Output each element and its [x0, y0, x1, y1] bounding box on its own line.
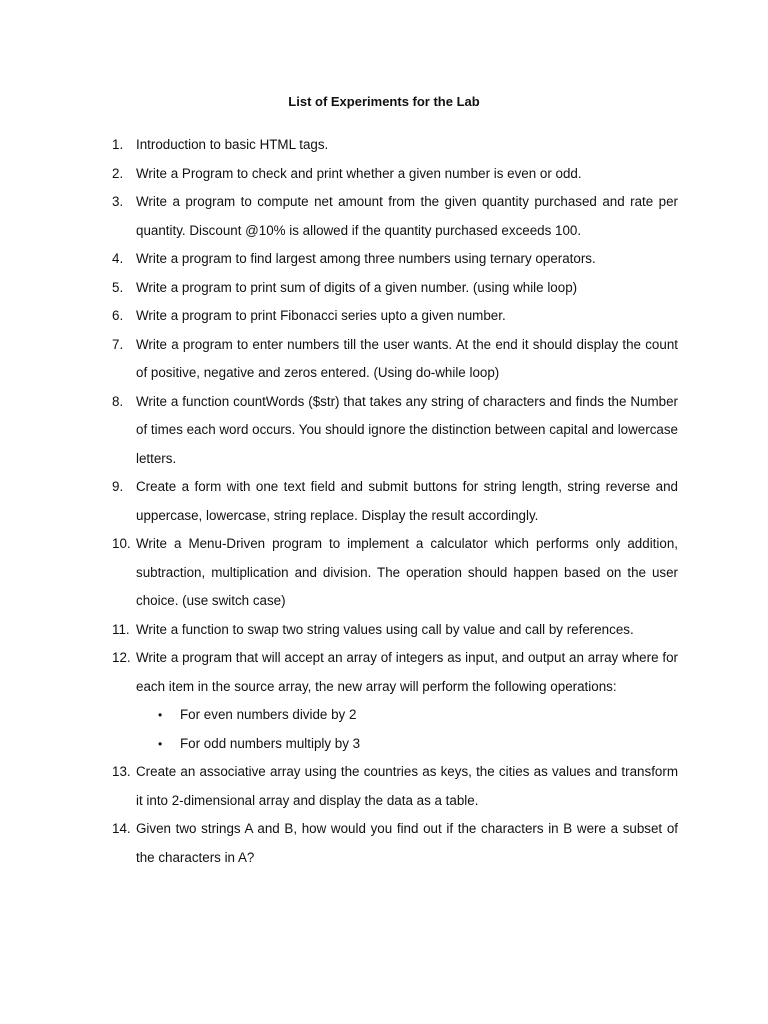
item-text: Write a Menu-Driven program to implement a calculator which performs only addition, subtraction, multiplication and division. The operation should happen based on the user choice. (use switch case)	[136, 536, 678, 608]
item-text: Write a program to print Fibonacci series upto a given number.	[136, 308, 506, 323]
list-item	[112, 388, 678, 474]
list-item	[112, 274, 678, 303]
item-number: 5.	[112, 279, 124, 295]
item-number: 3.	[112, 194, 124, 209]
sub-item-text: For odd numbers multiply by 3	[180, 735, 361, 751]
sub-list	[136, 701, 678, 758]
item-number: 14.	[112, 821, 131, 836]
item-number: 4.	[112, 251, 124, 266]
list-item	[112, 245, 678, 274]
item-text: Write a program to enter numbers till the user wants. At the end it should display the count of positive, negative and zeros entered. (Using do-while loop)	[136, 336, 678, 380]
list-item	[112, 131, 678, 160]
list-item	[112, 644, 678, 758]
item-text: Write a program to print sum of digits of a given number. (using while loop)	[136, 279, 578, 295]
item-number: 10.	[112, 536, 131, 551]
item-text: Write a program to find largest among three numbers using ternary operators.	[136, 251, 596, 266]
item-number: 12.	[112, 650, 131, 665]
list-item	[112, 616, 678, 645]
bullet-icon: •	[158, 736, 163, 751]
bullet-icon: •	[158, 708, 163, 722]
list-item	[112, 758, 678, 815]
list-item	[112, 331, 678, 388]
item-text: Create a form with one text field and submit buttons for string length, string reverse and uppercase, lowercase, string replace. Display the result accordingly.	[136, 479, 678, 523]
sub-list-item	[136, 701, 678, 730]
item-text: Given two strings A and B, how would you find out if the characters in B were a subset of the characters in A?	[136, 821, 678, 865]
list-item	[112, 815, 678, 872]
list-item	[112, 473, 678, 530]
sub-item-text: For even numbers divide by 2	[180, 707, 357, 722]
list-item	[112, 188, 678, 245]
page-title: List of Experiments for the Lab	[288, 94, 480, 109]
item-number: 11.	[112, 621, 130, 637]
item-number: 13.	[112, 764, 131, 779]
item-text: Write a function to swap two string values using call by value and call by references.	[136, 621, 634, 637]
item-number: 9.	[112, 479, 124, 494]
item-number: 1.	[112, 137, 124, 152]
item-text: Write a Program to check and print whether a given number is even or odd.	[136, 165, 582, 181]
item-text: Write a program that will accept an array of integers as input, and output an array where for each item in the source array, the new array will perform the following operations:	[136, 650, 678, 694]
item-text: Write a function countWords ($str) that takes any string of characters and finds the Number of times each word occurs. You should ignore the distinction between capital and lowercase letters.	[136, 393, 678, 466]
item-text: Write a program to compute net amount from the given quantity purchased and rate per quantity. Discount @10% is allowed if the quantity purchased exceeds 100.	[136, 194, 678, 238]
item-number: 2.	[112, 165, 124, 181]
item-number: 7.	[112, 336, 124, 352]
item-text: Introduction to basic HTML tags.	[136, 137, 329, 152]
sub-list-item	[136, 730, 678, 759]
list-item	[112, 302, 678, 331]
item-text: Create an associative array using the countries as keys, the cities as values and transform it into 2-dimensional array and display the data as a table.	[136, 764, 678, 808]
experiment-list	[112, 131, 678, 872]
list-item	[112, 160, 678, 189]
list-item	[112, 530, 678, 616]
item-number: 6.	[112, 308, 124, 323]
item-number: 8.	[112, 393, 124, 409]
